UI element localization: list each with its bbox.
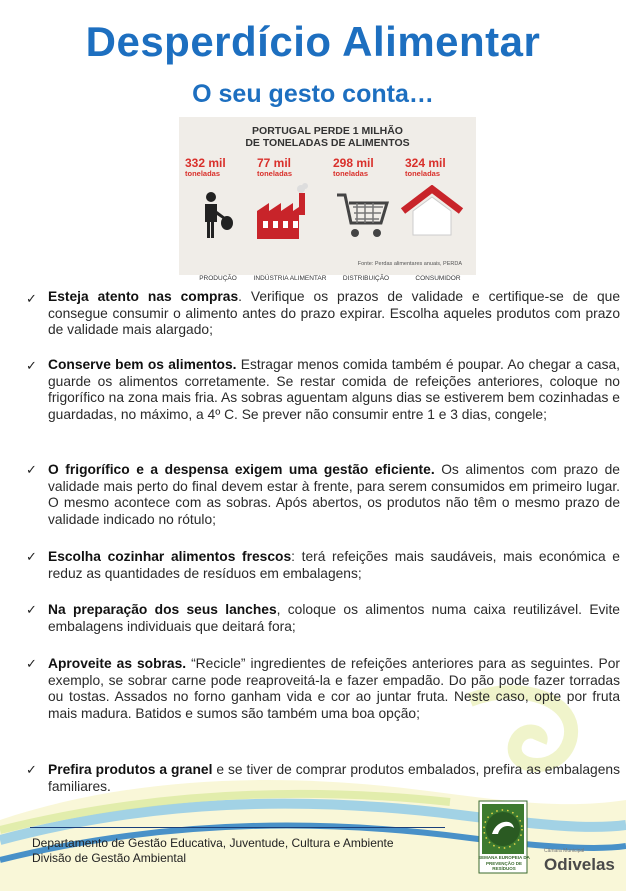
infographic-title: PORTUGAL PERDE 1 MILHÃO DE TONELADAS DE ALIMENTOS <box>245 125 410 149</box>
infographic-item-consumidor: 324 mil toneladas CONSUMIDOR <box>401 157 475 178</box>
person-with-bag-icon <box>191 189 241 239</box>
list-item: Prefira produtos a granel e se tiver de comprar produtos embalados, prefira as embalagens familiares. <box>48 762 620 794</box>
eu-week-logo-text: SEMANA EUROPEIA DA PREVENÇÃO DE RESÍDUOS <box>478 855 530 871</box>
infographic-source: Fonte: Perdas alimentares anuais, PERDA <box>357 261 462 267</box>
check-icon: ✓ <box>26 602 37 617</box>
infographic-item-producao: 332 mil toneladas PRODUÇÃO <box>181 157 255 178</box>
list-item: Esteja atento nas compras. Verifique os prazos de validade e certifique-se de que consegue consumir o alimento antes do prazo expirar. Escolha aqueles produtos com prazo de validade mais alargado; <box>48 289 621 337</box>
list-item: O frigorífico e a despensa exigem uma gestão eficiente. Os alimentos com prazo de validade mais perto do final devem estar à frente, para serem consumidos em primeiro lugar. O mesmo acontece com as sobras. Após abertos, os produtos não têm o mesmo prazo de validade indicado no rótulo; <box>48 462 620 527</box>
check-icon: ✓ <box>26 358 37 373</box>
infographic-item-distribuicao: 298 mil toneladas DISTRIBUIÇÃO <box>333 156 390 282</box>
check-icon: ✓ <box>26 462 37 477</box>
check-icon: ✓ <box>26 291 37 306</box>
factory-icon <box>255 183 315 239</box>
footer-divider <box>30 827 445 828</box>
check-icon: ✓ <box>26 549 37 564</box>
check-icon: ✓ <box>26 762 37 777</box>
food-waste-infographic <box>179 117 476 282</box>
list-item: Conserve bem os alimentos. Estragar menos comida também é poupar. Ao chegar a casa, guarde os alimentos corretamente. Se restar comida de refeições anteriores, coloque no frigorífico na zona mais fria. As sobras aguentam alguns dias se estiverem bem cozinhadas e guardadas, no máximo, a 4º C. Se prever não consumir entre 1 e 3 dias, congele; <box>48 357 620 422</box>
odivelas-logo-subtext: Câmara Municipal <box>544 848 585 854</box>
page-subtitle: O seu gesto conta… <box>192 80 434 108</box>
footer-text: Departamento de Gestão Educativa, Juventude, Cultura e Ambiente Divisão de Gestão Ambiental <box>32 836 394 865</box>
page-title: Desperdício Alimentar <box>85 18 541 65</box>
list-item: Na preparação dos seus lanches, coloque os alimentos numa caixa reutilizável. Evite embalagens individuais que deitará fora; <box>48 602 620 634</box>
list-item: Aproveite as sobras. “Recicle” ingredientes de refeições anteriores para as seguintes. Por exemplo, se sobrar carne pode reaproveitá-la e fazer empadão. Do pão pode fazer torradas ou tostas. Assados no forno ganham vida e cor ao juntar fruta. Neste caso, opte por fruta mais madura. Batidos e sumos são também uma boa opção; <box>48 656 620 721</box>
list-item: Escolha cozinhar alimentos frescos: terá refeições mais saudáveis, mais económica e reduz as quantidades de resíduos em embalagens; <box>48 549 620 581</box>
infographic-item-industria: 77 mil toneladas INDÚSTRIA ALIMENTAR <box>253 156 327 282</box>
check-icon: ✓ <box>26 656 37 671</box>
shopping-cart-icon <box>335 191 391 241</box>
odivelas-logo: Odivelas <box>544 855 615 874</box>
house-icon <box>399 185 465 237</box>
